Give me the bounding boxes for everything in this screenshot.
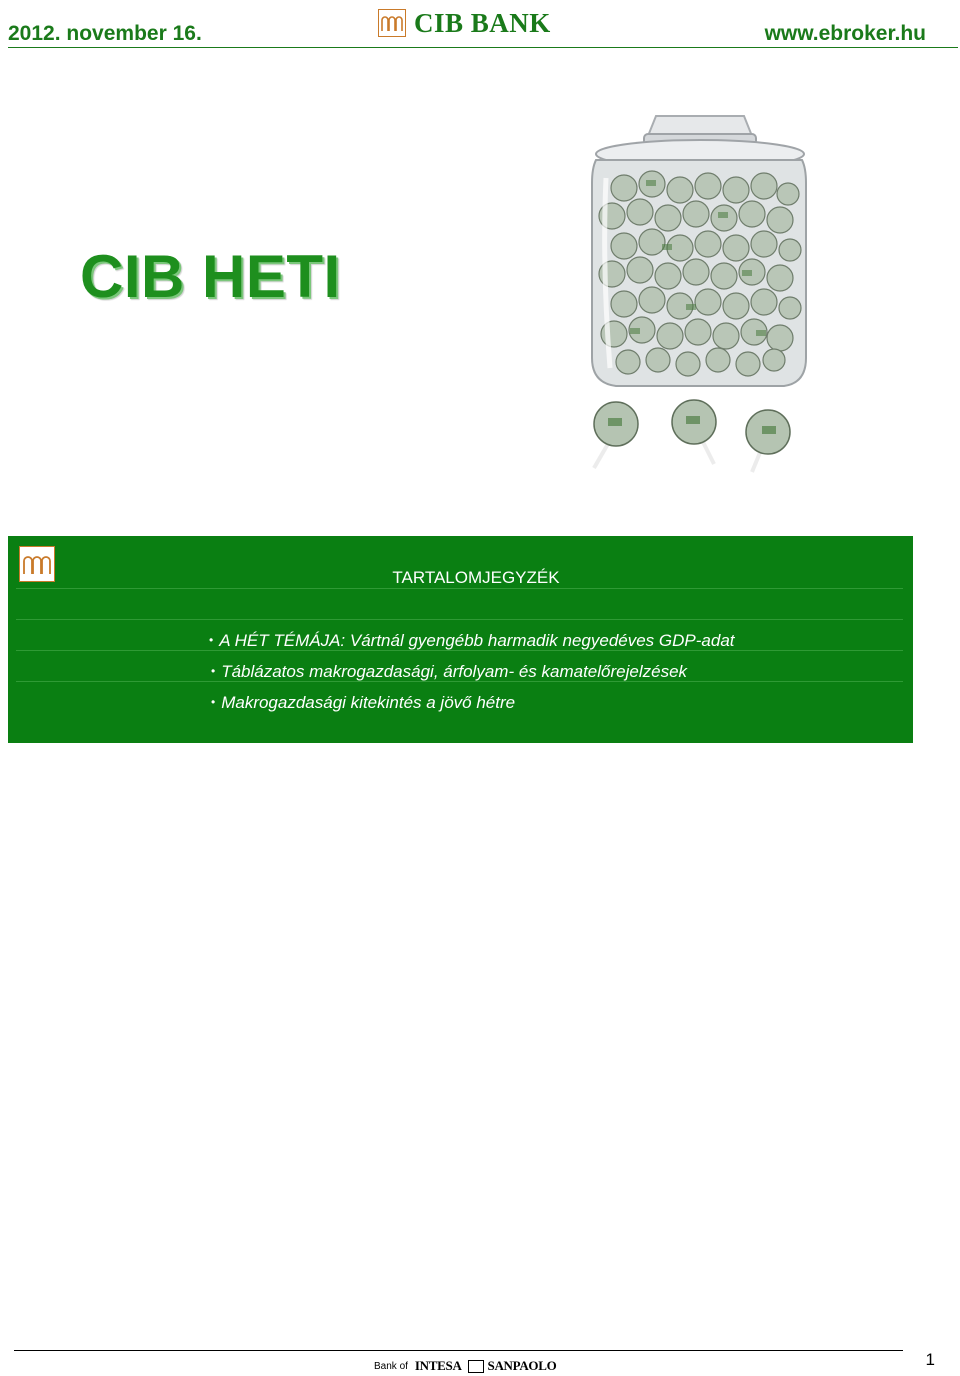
toc-divider	[16, 588, 903, 589]
header-divider	[8, 47, 958, 48]
bullet-icon: •	[211, 664, 216, 678]
toc-item-label: Táblázatos makrogazdasági, árfolyam- és kamatelőrejelzések	[221, 662, 688, 681]
candy-jar-image	[566, 108, 836, 480]
toc-item[interactable]	[211, 662, 687, 682]
header-url[interactable]: www.ebroker.hu	[764, 22, 926, 45]
footer-divider	[14, 1350, 903, 1351]
bullet-icon: •	[211, 695, 216, 709]
page-title: CIB HETI	[80, 243, 341, 310]
toc-divider	[16, 619, 903, 620]
toc-item-label: Makrogazdasági kitekintés a jövő hétre	[221, 693, 516, 712]
page-number: 1	[925, 1350, 935, 1369]
toc-item[interactable]	[209, 631, 735, 651]
bank-of-label: Bank of	[374, 1360, 408, 1372]
table-of-contents	[8, 536, 913, 743]
logo-text: CIB BANK	[414, 7, 551, 38]
sanpaolo-mark-icon	[468, 1360, 484, 1373]
cib-bank-logo	[378, 6, 551, 40]
sanpaolo-label: SANPAOLO	[487, 1358, 557, 1373]
toc-title: TARTALOMJEGYZÉK	[392, 568, 560, 587]
bullet-icon: •	[209, 633, 214, 647]
toc-item-label: A HÉT TÉMÁJA: Vártnál gyengébb harmadik negyedéves GDP-adat	[219, 631, 735, 650]
cib-logo-icon	[378, 9, 406, 37]
header-date: 2012. november 16.	[8, 22, 202, 45]
intesa-label: INTESA	[414, 1358, 462, 1373]
footer-brand	[374, 1358, 556, 1374]
toc-item[interactable]	[211, 693, 515, 713]
